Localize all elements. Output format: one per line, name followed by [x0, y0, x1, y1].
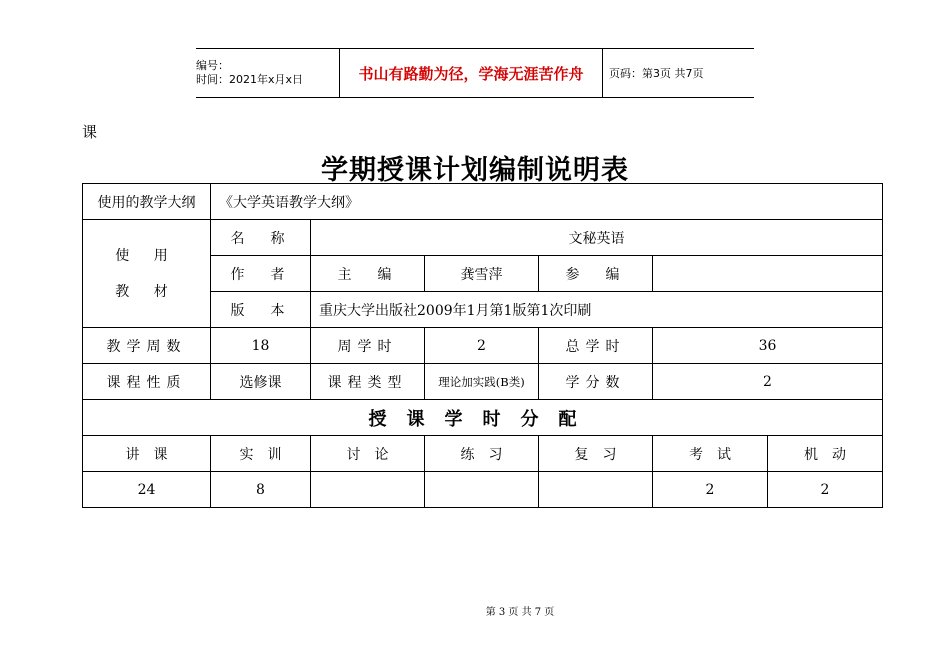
credits-label: 学分数 [539, 364, 653, 400]
syllabus-label: 使用的教学大纲 [83, 184, 211, 220]
name-value: 文秘英语 [311, 220, 883, 256]
header-page-info [603, 49, 754, 97]
name-label: 名 称 [211, 220, 311, 256]
co-editor-value [653, 256, 883, 292]
alloc-value: 8 [211, 472, 311, 508]
alloc-header-row [83, 436, 883, 472]
credits-value: 2 [653, 364, 883, 400]
edition-label: 版 本 [211, 292, 311, 328]
table-row [83, 184, 883, 220]
course-nature-label: 课程性质 [83, 364, 211, 400]
page-info-text: 页码：第3页 共7页 [609, 67, 704, 80]
plan-table [82, 183, 883, 508]
weekly-hours-label: 周学时 [311, 328, 425, 364]
alloc-value-row [83, 472, 883, 508]
alloc-value [311, 472, 425, 508]
alloc-header: 讨 论 [311, 436, 425, 472]
author-label: 作 者 [211, 256, 311, 292]
weeks-label: 教学周数 [83, 328, 211, 364]
section-title: 授课学时分配 [83, 400, 883, 436]
weekly-hours-value: 2 [425, 328, 539, 364]
textbook-label-line1: 使 用 [115, 247, 178, 264]
syllabus-value: 《大学英语教学大纲》 [211, 184, 883, 220]
textbook-label-line2: 教 材 [115, 283, 178, 300]
alloc-header: 考 试 [653, 436, 768, 472]
chief-editor-label: 主 编 [311, 256, 425, 292]
alloc-value: 2 [768, 472, 883, 508]
edition-value: 重庆大学出版社2009年1月第1版第1次印刷 [311, 292, 883, 328]
chief-editor-value: 龚雪萍 [425, 256, 539, 292]
alloc-header: 复 习 [539, 436, 653, 472]
co-editor-label: 参 编 [539, 256, 653, 292]
weeks-value: 18 [211, 328, 311, 364]
page-header [196, 48, 754, 98]
time-label: 时间：2021年x月x日 [196, 73, 304, 86]
alloc-header: 讲 课 [83, 436, 211, 472]
alloc-header: 实 训 [211, 436, 311, 472]
alloc-value [539, 472, 653, 508]
page-footer: 第 3 页 共 7 页 [485, 607, 555, 618]
alloc-value [425, 472, 539, 508]
motto-text: 书山有路勤为径，学海无涯苦作舟 [358, 64, 584, 83]
total-hours-label: 总学时 [539, 328, 653, 364]
alloc-header: 练 习 [425, 436, 539, 472]
course-type-label: 课程类型 [311, 364, 425, 400]
textbook-label [83, 220, 211, 328]
header-left [196, 49, 339, 97]
course-type-value: 理论加实践(B类) [425, 364, 539, 400]
alloc-value: 24 [83, 472, 211, 508]
table-row [83, 364, 883, 400]
alloc-header: 机 动 [768, 436, 883, 472]
stray-character: 课 [82, 123, 98, 141]
table-row [83, 328, 883, 364]
course-nature-value: 选修课 [211, 364, 311, 400]
total-hours-value: 36 [653, 328, 883, 364]
table-row [83, 220, 883, 256]
header-motto [339, 49, 603, 97]
number-label: 编号： [196, 59, 229, 72]
table-row [83, 400, 883, 436]
document-title: 学期授课计划编制说明表 [321, 155, 629, 186]
alloc-value: 2 [653, 472, 768, 508]
